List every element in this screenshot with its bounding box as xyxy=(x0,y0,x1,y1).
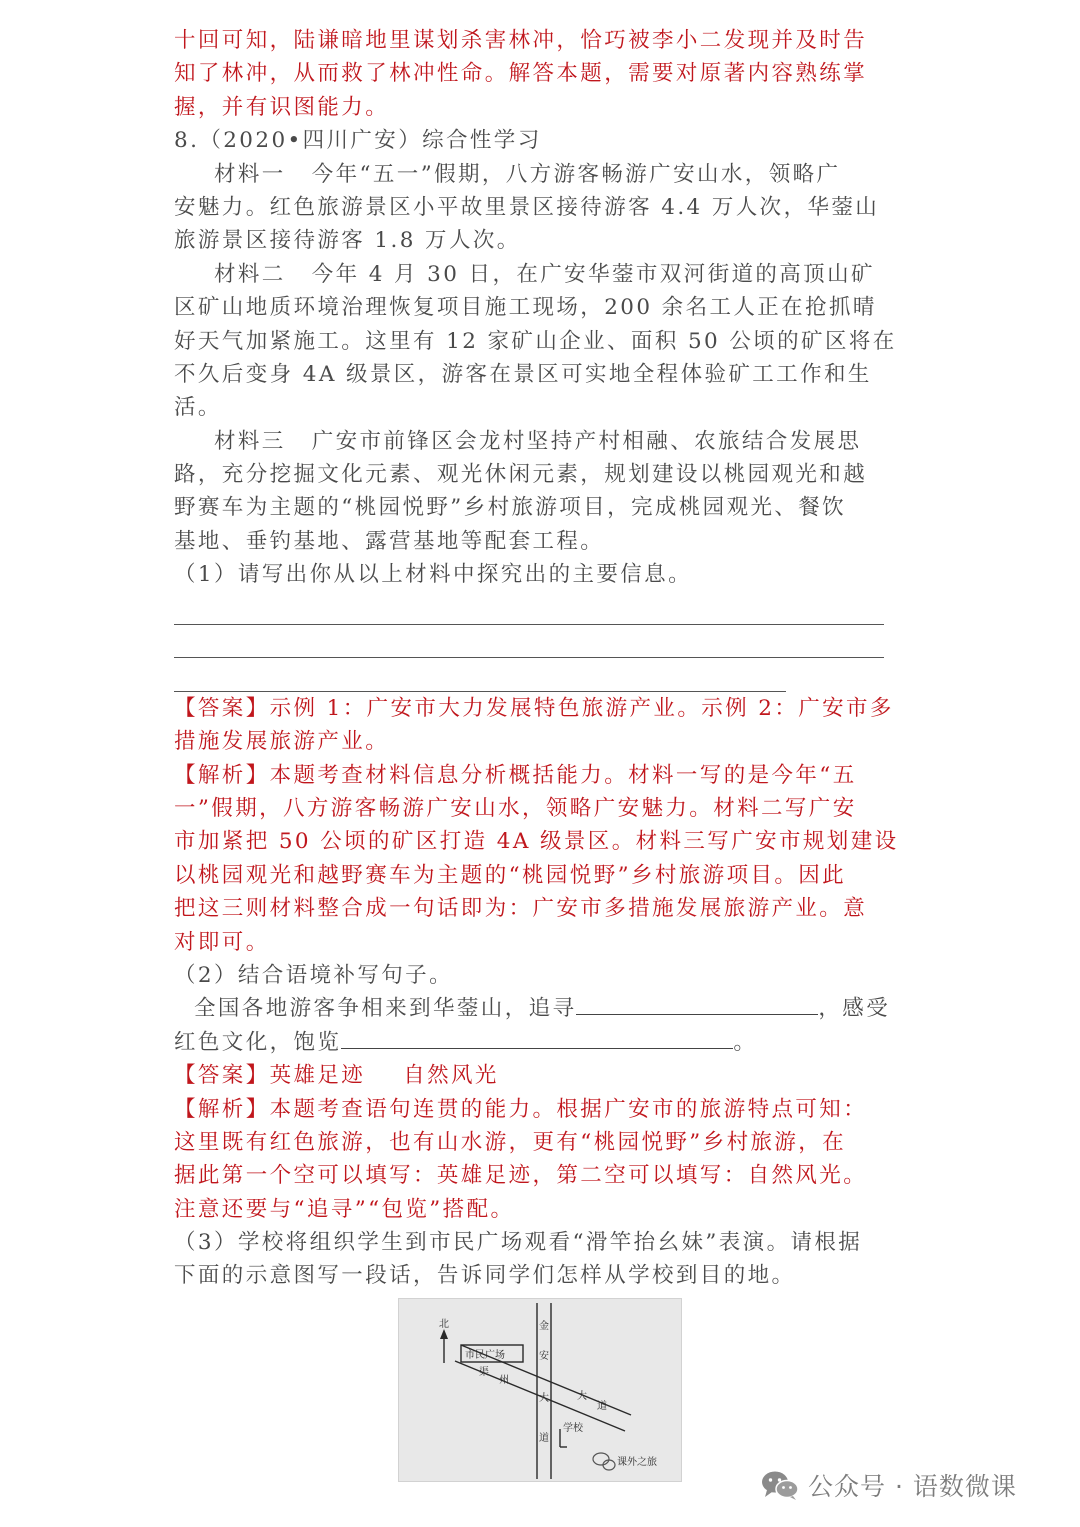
route-map-drawing xyxy=(399,1299,683,1483)
material-2-line: 好天气加紧施工。这里有 12 家矿山企业、面积 50 公顷的矿区将在 xyxy=(174,328,897,354)
analysis-1-line: 一”假期，八方游客畅游广安山水，领略广安魅力。材料二写广安 xyxy=(174,795,857,821)
map-credit-icon xyxy=(593,1453,615,1470)
fill-blank-2[interactable] xyxy=(341,1026,733,1049)
route-map xyxy=(398,1298,682,1482)
analysis-1-line: 对即可。 xyxy=(174,929,270,955)
question-2: （2）结合语境补写句子。 xyxy=(174,962,453,988)
answer-line[interactable] xyxy=(174,592,884,625)
analysis-1-line: 市加紧把 50 公顷的矿区打造 4A 级景区。材料三写广安市规划建设 xyxy=(174,829,899,855)
question-2-sentence: 全国各地游客争相来到华蓥山，追寻 ，感受 xyxy=(174,992,900,1025)
analysis-line: 知了林冲，从而救了林冲性命。解答本题，需要对原著内容熟练掌 xyxy=(174,61,868,87)
school-label: 学校 xyxy=(563,1423,583,1434)
material-1-label: 材料一 xyxy=(214,161,286,187)
jinan-road-label: 大 xyxy=(539,1393,549,1404)
material-2-line: 不久后变身 4A 级景区，游客在景区可实地全程体验矿工工作和生 xyxy=(174,361,872,387)
footer-watermark xyxy=(760,1465,1017,1505)
analysis-2-line: 注意还要与“追寻”“包览”搭配。 xyxy=(174,1196,515,1222)
answer-line[interactable] xyxy=(174,625,884,658)
question-3-line: 下面的示意图写一段话，告诉同学们怎样从学校到目的地。 xyxy=(174,1263,796,1289)
analysis-2-line: 据此第一个空可以填写：英雄足迹，第二空可以填写：自然风光。 xyxy=(174,1163,868,1189)
plaza-label: 市民广场 xyxy=(465,1350,505,1361)
question-2-sentence: 红色文化，饱览 。 xyxy=(174,1026,900,1059)
north-label: 北 xyxy=(439,1319,449,1330)
wechat-icon xyxy=(760,1469,800,1501)
question-8-title: 8.（2020•四川广安）综合性学习 xyxy=(174,128,542,154)
document-page xyxy=(174,24,900,1293)
jinan-road-label: 安 xyxy=(539,1351,549,1362)
answer-1-line: 措施发展旅游产业。 xyxy=(174,729,390,755)
material-3-line: 基地、垂钓基地、露营基地等配套工程。 xyxy=(174,528,605,554)
quzhou-road-label: 渠 xyxy=(479,1367,489,1378)
jinan-road-label: 金 xyxy=(539,1321,549,1332)
analysis-2-line: 【解析】本题考查语句连贯的能力。根据广安市的旅游特点可知： xyxy=(174,1096,868,1122)
material-3-line: 野赛车为主题的“桃园悦野”乡村旅游项目，完成桃园观光、餐饮 xyxy=(174,495,847,521)
fill-blank-1[interactable] xyxy=(576,992,818,1015)
analysis-2-line: 这里既有红色旅游，也有山水游，更有“桃园悦野”乡村旅游，在 xyxy=(174,1129,847,1155)
material-2-line: 材料二 今年 4 月 30 日，在广安华蓥市双河街道的高顶山矿 xyxy=(214,261,875,287)
material-3-line: 材料三 广安市前锋区会龙村坚持产村相融、农旅结合发展思 xyxy=(214,428,862,454)
material-1-line: 安魅力。红色旅游景区小平故里景区接待游客 4.4 万人次，华蓥山 xyxy=(174,194,880,220)
quzhou-road-label: 道 xyxy=(597,1401,607,1412)
quzhou-road-label: 州 xyxy=(499,1375,509,1386)
analysis-1-line: 【解析】本题考查材料信息分析概括能力。材料一写的是今年“五 xyxy=(174,762,857,788)
north-arrow-head xyxy=(440,1329,448,1339)
analysis-line: 握，并有识图能力。 xyxy=(174,94,390,120)
analysis-line: 十回可知，陆谦暗地里谋划杀害林冲，恰巧被李小二发现并及时告 xyxy=(174,28,868,53)
material-2-line: 区矿山地质环境治理恢复项目施工现场，200 余名工人正在抢抓晴 xyxy=(174,295,877,321)
question-3-line: （3）学校将组织学生到市民广场观看“滑竿抬幺妹”表演。请根据 xyxy=(174,1230,863,1256)
analysis-1-line: 以桃园观光和越野赛车为主题的“桃园悦野”乡村旅游项目。因此 xyxy=(174,862,847,888)
material-2-label: 材料二 xyxy=(214,261,286,287)
answer-line[interactable] xyxy=(174,658,786,691)
material-3-label: 材料三 xyxy=(214,428,286,454)
material-2-line: 活。 xyxy=(174,395,222,421)
jinan-road-label: 道 xyxy=(539,1433,549,1444)
answer-2-line: 【答案】英雄足迹 自然风光 xyxy=(174,1063,499,1089)
watermark-text: 公众号 · 语数微课 xyxy=(808,1472,1017,1501)
answer-1-line: 【答案】示例 1：广安市大力发展特色旅游产业。示例 2：广安市多 xyxy=(174,695,894,721)
quzhou-road-label: 大 xyxy=(577,1391,587,1402)
material-3-line: 路，充分挖掘文化元素、观光休闲元素，规划建设以桃园观光和越 xyxy=(174,462,868,488)
question-1: （1）请写出你从以上材料中探究出的主要信息。 xyxy=(174,562,692,588)
map-credit: 课外之旅 xyxy=(617,1457,657,1468)
material-1-line: 材料一 今年“五一”假期，八方游客畅游广安山水，领略广 xyxy=(214,161,841,187)
material-1-line: 旅游景区接待游客 1.8 万人次。 xyxy=(174,228,521,254)
analysis-1-line: 把这三则材料整合成一句话即为：广安市多措施发展旅游产业。意 xyxy=(174,896,868,922)
